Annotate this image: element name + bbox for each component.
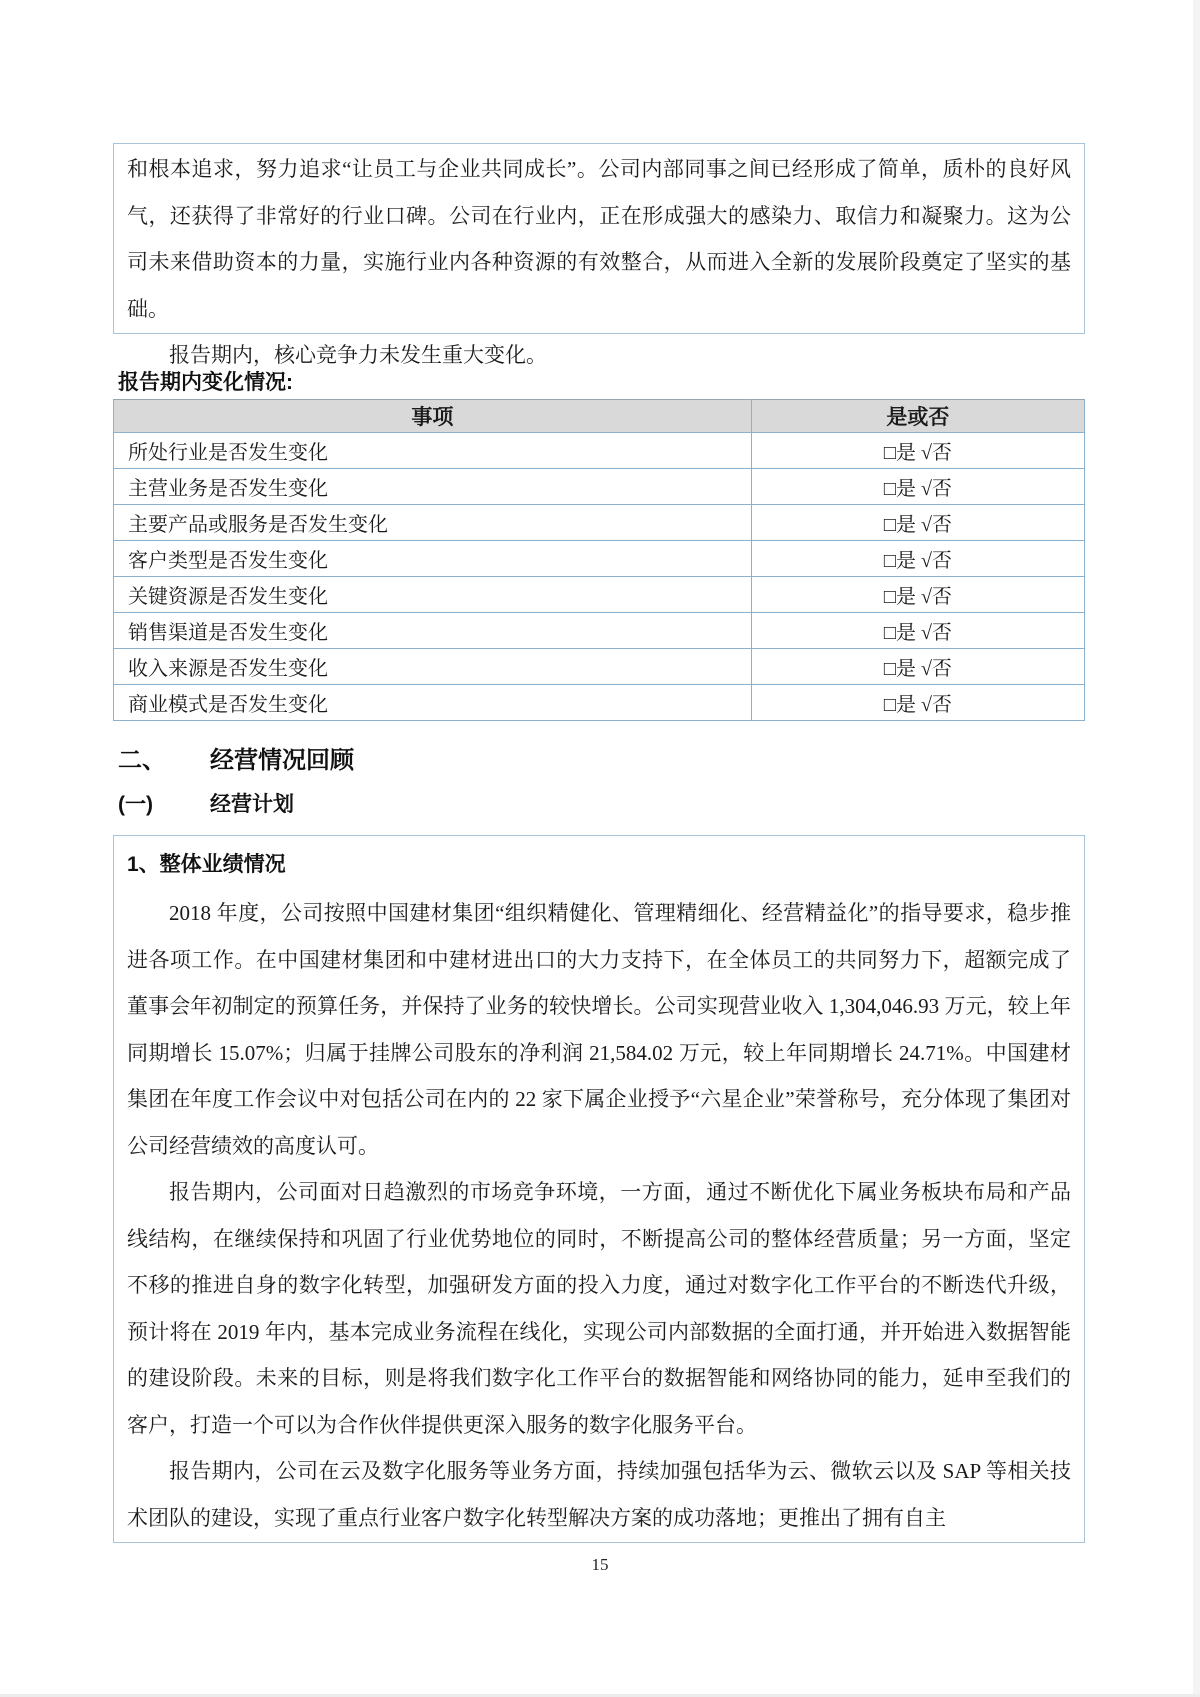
overall-performance-box (113, 835, 1085, 1543)
table-row (114, 433, 1085, 469)
section-number: 二、 (118, 747, 166, 774)
core-competitiveness-box (113, 143, 1085, 367)
change-answer: □是 √否 (751, 505, 1084, 541)
change-answer: □是 √否 (751, 577, 1084, 613)
change-answer: □是 √否 (751, 649, 1084, 685)
page-edge-shadow (1193, 0, 1200, 1697)
table-row (114, 541, 1085, 577)
change-item: 客户类型是否发生变化 (114, 541, 752, 577)
change-item: 所处行业是否发生变化 (114, 433, 752, 469)
change-item: 关键资源是否发生变化 (114, 577, 752, 613)
change-answer: □是 √否 (751, 469, 1084, 505)
performance-heading: 1、整体业绩情况 (127, 853, 286, 876)
changes-table-header (114, 400, 1085, 433)
table-row (114, 649, 1085, 685)
subsection-title: 经营计划 (210, 793, 294, 816)
change-item: 主要产品或服务是否发生变化 (114, 505, 752, 541)
intro-paragraph: 报告期内，核心竞争力未发生重大变化。 (169, 343, 547, 367)
change-answer: □是 √否 (751, 685, 1084, 721)
column-header-item: 事项 (114, 400, 752, 433)
table-row (114, 613, 1085, 649)
table-header-row (114, 400, 1085, 433)
section-heading-review (118, 740, 354, 775)
section-title: 经营情况回顾 (210, 747, 354, 774)
performance-paragraph: 报告期内，公司面对日趋激烈的市场竞争环境，一方面，通过不断优化下属业务板块布局和产品线结构，在继续保持和巩固了行业优势地位的同时，不断提高公司的整体经营质量；另一方面，坚定不移的推进自身的数字化转型，加强研发方面的投入力度，通过对数字化工作平台的不断迭代升级，预计将在 2019 年内，基本完成业务流程在线化，实现公司内部数据的全面打通，并开始进入数据智能的建设阶段。未来的目标，则是将我们数字化工作平台的数据智能和网络协同的能力，延申至我们的客户，打造一个可以为合作伙伴提供更深入服务的数字化服务平台。 (127, 1180, 1071, 1437)
table-row (114, 469, 1085, 505)
subsection-heading-plan (118, 788, 294, 818)
table-row (114, 685, 1085, 721)
change-answer: □是 √否 (751, 433, 1084, 469)
table-row (114, 505, 1085, 541)
change-item: 商业模式是否发生变化 (114, 685, 752, 721)
intro-paragraph: 和根本追求，努力追求“让员工与企业共同成长”。公司内部同事之间已经形成了简单，质朴的良好风气，还获得了非常好的行业口碑。公司在行业内，正在形成强大的感染力、取信力和凝聚力。这为公司未来借助资本的力量，实施行业内各种资源的有效整合，从而进入全新的发展阶段奠定了坚实的基础。 (127, 157, 1071, 321)
performance-paragraph: 2018 年度，公司按照中国建材集团“组织精健化、管理精细化、经营精益化”的指导要求，稳步推进各项工作。在中国建材集团和中建材进出口的大力支持下，在全体员工的共同努力下，超额完成了董事会年初制定的预算任务，并保持了业务的较快增长。公司实现营业收入 1,304,046.93 万元，较上年同期增长 15.07%；归属于挂牌公司股东的净利润 21,584.02 万元，较上年同期增长 24.71%。中国建材集团在年度工作会议中对包括公司在内的 22 家下属企业授予“六星企业”荣誉称号，充分体现了集团对公司经营绩效的高度认可。 (127, 901, 1071, 1158)
table-row (114, 577, 1085, 613)
column-header-answer: 是或否 (751, 400, 1084, 433)
changes-section-heading: 报告期内变化情况: (118, 371, 293, 394)
subsection-number: (一) (118, 793, 153, 816)
change-answer: □是 √否 (751, 613, 1084, 649)
change-item: 收入来源是否发生变化 (114, 649, 752, 685)
change-item: 销售渠道是否发生变化 (114, 613, 752, 649)
change-item: 主营业务是否发生变化 (114, 469, 752, 505)
change-answer: □是 √否 (751, 541, 1084, 577)
page-number: 15 (591, 1555, 609, 1574)
changes-table (113, 399, 1085, 721)
performance-paragraph: 报告期内，公司在云及数字化服务等业务方面，持续加强包括华为云、微软云以及 SAP 等相关技术团队的建设，实现了重点行业客户数字化转型解决方案的成功落地；更推出了拥有自主 (127, 1459, 1071, 1530)
